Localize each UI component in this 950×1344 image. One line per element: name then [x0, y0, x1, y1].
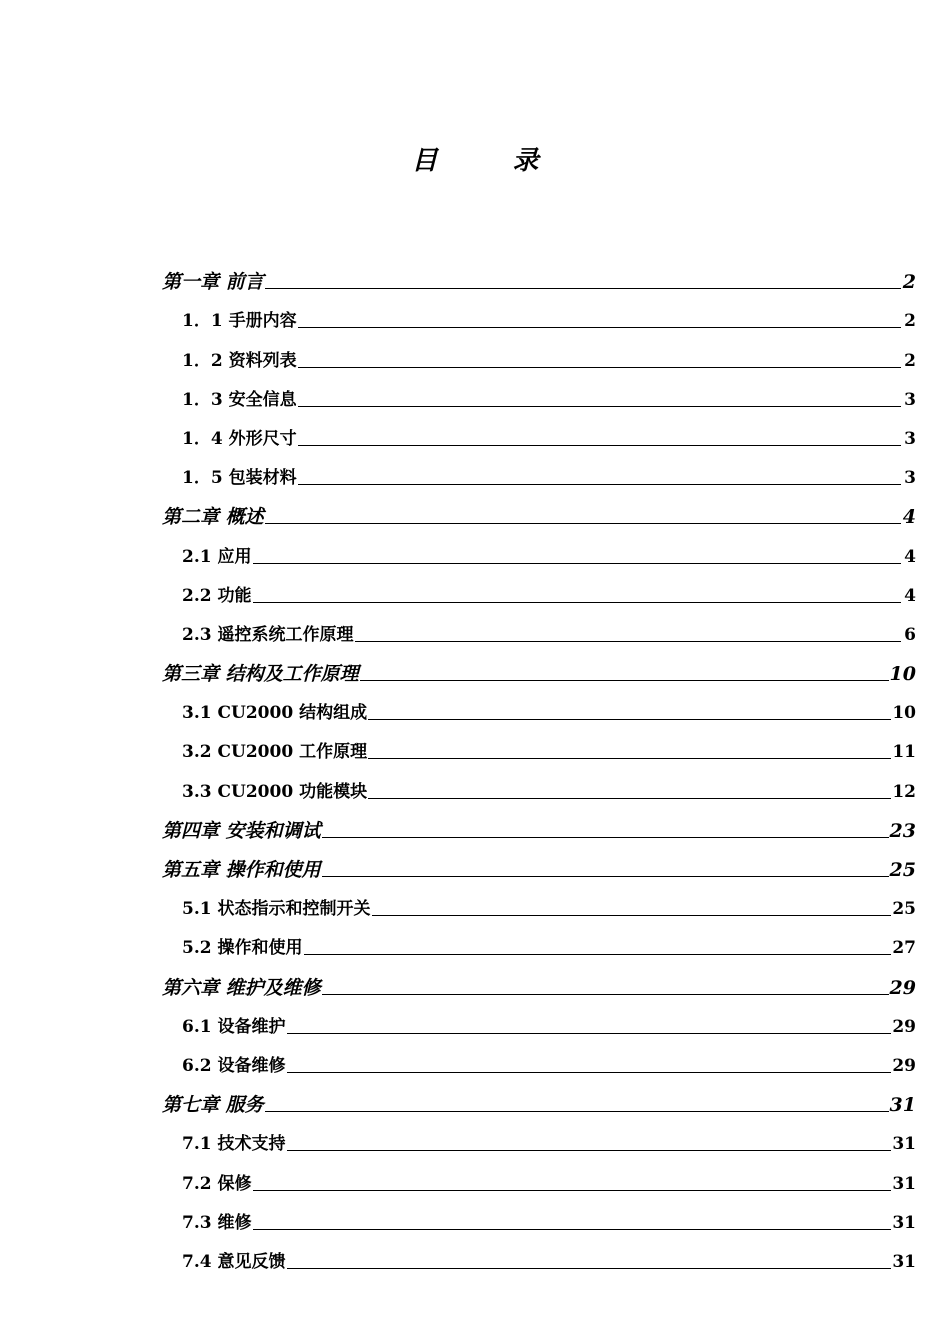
toc-leader-line	[265, 1111, 889, 1112]
toc-entry-label: 1．5 包装材料	[182, 468, 297, 489]
toc-chapter-entry[interactable]	[162, 848, 916, 887]
toc-entry-label: 3.1 CU2000 结构组成	[182, 703, 368, 724]
toc-chapter-entry[interactable]	[162, 652, 916, 691]
toc-leader-line	[360, 680, 889, 681]
toc-leader-line	[298, 406, 901, 407]
toc-leader-line	[298, 484, 901, 485]
toc-section-entry[interactable]	[162, 534, 916, 573]
table-of-contents	[162, 260, 916, 1279]
toc-section-entry[interactable]	[162, 730, 916, 769]
toc-page-number: 29	[892, 1055, 916, 1076]
toc-entry-label: 1．3 安全信息	[182, 389, 297, 410]
toc-page-number: 2	[904, 350, 916, 371]
toc-page-number: 31	[892, 1212, 916, 1233]
toc-entry-label: 第五章 操作和使用	[162, 859, 321, 881]
toc-section-entry[interactable]	[162, 1201, 916, 1240]
toc-section-entry[interactable]	[162, 1005, 916, 1044]
toc-entry-label: 7.1 技术支持	[182, 1134, 286, 1155]
toc-section-entry[interactable]	[162, 887, 916, 926]
toc-entry-label: 第一章 前言	[162, 271, 264, 294]
toc-leader-line	[298, 367, 901, 368]
toc-leader-line	[287, 1150, 892, 1151]
toc-section-entry[interactable]	[162, 691, 916, 730]
toc-page-number: 12	[892, 781, 916, 802]
toc-entry-label: 第四章 安装和调试	[162, 819, 321, 842]
toc-section-entry[interactable]	[162, 613, 916, 652]
toc-section-entry[interactable]	[162, 1122, 916, 1161]
toc-page-number: 11	[892, 742, 916, 763]
toc-leader-line	[368, 719, 891, 720]
toc-entry-label: 第六章 维护及维修	[162, 976, 321, 999]
toc-leader-line	[253, 563, 902, 564]
toc-page-number: 4	[904, 585, 916, 606]
toc-leader-line	[298, 445, 901, 446]
toc-leader-line	[265, 523, 901, 524]
toc-page-number: 31	[892, 1251, 916, 1272]
toc-leader-line	[368, 758, 891, 759]
toc-leader-line	[304, 954, 892, 955]
toc-leader-line	[368, 798, 891, 799]
toc-entry-label: 2.3 遥控系统工作原理	[182, 624, 354, 645]
toc-page-number: 2	[902, 271, 916, 294]
toc-page-number: 31	[889, 1094, 916, 1117]
toc-entry-label: 3.3 CU2000 功能模块	[182, 781, 368, 802]
toc-page-number: 25	[889, 859, 916, 881]
toc-page-number: 2	[904, 311, 916, 332]
toc-page-number: 10	[889, 663, 916, 686]
toc-entry-label: 2.2 功能	[182, 585, 252, 606]
toc-page-number: 31	[892, 1173, 916, 1194]
toc-section-entry[interactable]	[162, 1044, 916, 1083]
toc-page-number: 10	[892, 703, 916, 724]
toc-section-entry[interactable]	[162, 1240, 916, 1279]
toc-entry-label: 6.1 设备维护	[182, 1016, 286, 1037]
toc-entry-label: 5.2 操作和使用	[182, 938, 303, 959]
toc-leader-line	[287, 1268, 892, 1269]
toc-page-number: 29	[889, 976, 916, 999]
toc-entry-label: 7.3 维修	[182, 1212, 252, 1233]
toc-page-number: 25	[892, 899, 916, 920]
toc-chapter-entry[interactable]	[162, 495, 916, 534]
page-title	[0, 140, 950, 177]
toc-leader-line	[322, 994, 889, 995]
toc-entry-label: 1．2 资料列表	[182, 350, 297, 371]
toc-entry-label: 第二章 概述	[162, 506, 264, 529]
toc-page-number: 29	[892, 1016, 916, 1037]
toc-entry-label: 7.2 保修	[182, 1173, 252, 1194]
toc-entry-label: 6.2 设备维修	[182, 1055, 286, 1076]
toc-leader-line	[355, 641, 902, 642]
toc-entry-label: 7.4 意见反馈	[182, 1251, 286, 1272]
toc-page-number: 6	[904, 624, 916, 645]
toc-entry-label: 1．1 手册内容	[182, 311, 297, 332]
toc-leader-line	[322, 837, 889, 838]
toc-section-entry[interactable]	[162, 417, 916, 456]
toc-leader-line	[322, 876, 889, 877]
toc-section-entry[interactable]	[162, 299, 916, 338]
toc-page-number: 3	[904, 428, 916, 449]
toc-leader-line	[253, 1229, 892, 1230]
toc-section-entry[interactable]	[162, 769, 916, 808]
toc-section-entry[interactable]	[162, 574, 916, 613]
toc-leader-line	[253, 1190, 892, 1191]
toc-section-entry[interactable]	[162, 1161, 916, 1200]
toc-chapter-entry[interactable]	[162, 965, 916, 1004]
toc-page-number: 27	[892, 938, 916, 959]
toc-leader-line	[265, 288, 901, 289]
toc-entry-label: 2.1 应用	[182, 546, 252, 567]
toc-entry-label: 第三章 结构及工作原理	[162, 663, 359, 686]
toc-entry-label: 第七章 服务	[162, 1094, 264, 1117]
toc-entry-label: 5.1 状态指示和控制开关	[182, 899, 371, 920]
toc-chapter-entry[interactable]	[162, 1083, 916, 1122]
toc-page-number: 4	[902, 506, 916, 529]
toc-page-number: 3	[904, 389, 916, 410]
toc-leader-line	[298, 327, 901, 328]
toc-entry-label: 3.2 CU2000 工作原理	[182, 742, 368, 763]
toc-leader-line	[253, 602, 902, 603]
toc-section-entry[interactable]	[162, 338, 916, 377]
toc-section-entry[interactable]	[162, 926, 916, 965]
toc-page-number: 23	[889, 819, 916, 842]
toc-leader-line	[287, 1033, 892, 1034]
toc-chapter-entry[interactable]	[162, 260, 916, 299]
toc-page-number: 31	[892, 1134, 916, 1155]
title-char-1: 目	[411, 146, 438, 176]
title-char-2: 录	[512, 146, 539, 176]
toc-page-number: 4	[904, 546, 916, 567]
toc-leader-line	[287, 1072, 892, 1073]
toc-entry-label: 1．4 外形尺寸	[182, 428, 297, 449]
toc-page-number: 3	[904, 468, 916, 489]
toc-section-entry[interactable]	[162, 456, 916, 495]
toc-chapter-entry[interactable]	[162, 809, 916, 848]
toc-section-entry[interactable]	[162, 378, 916, 417]
toc-leader-line	[372, 915, 892, 916]
